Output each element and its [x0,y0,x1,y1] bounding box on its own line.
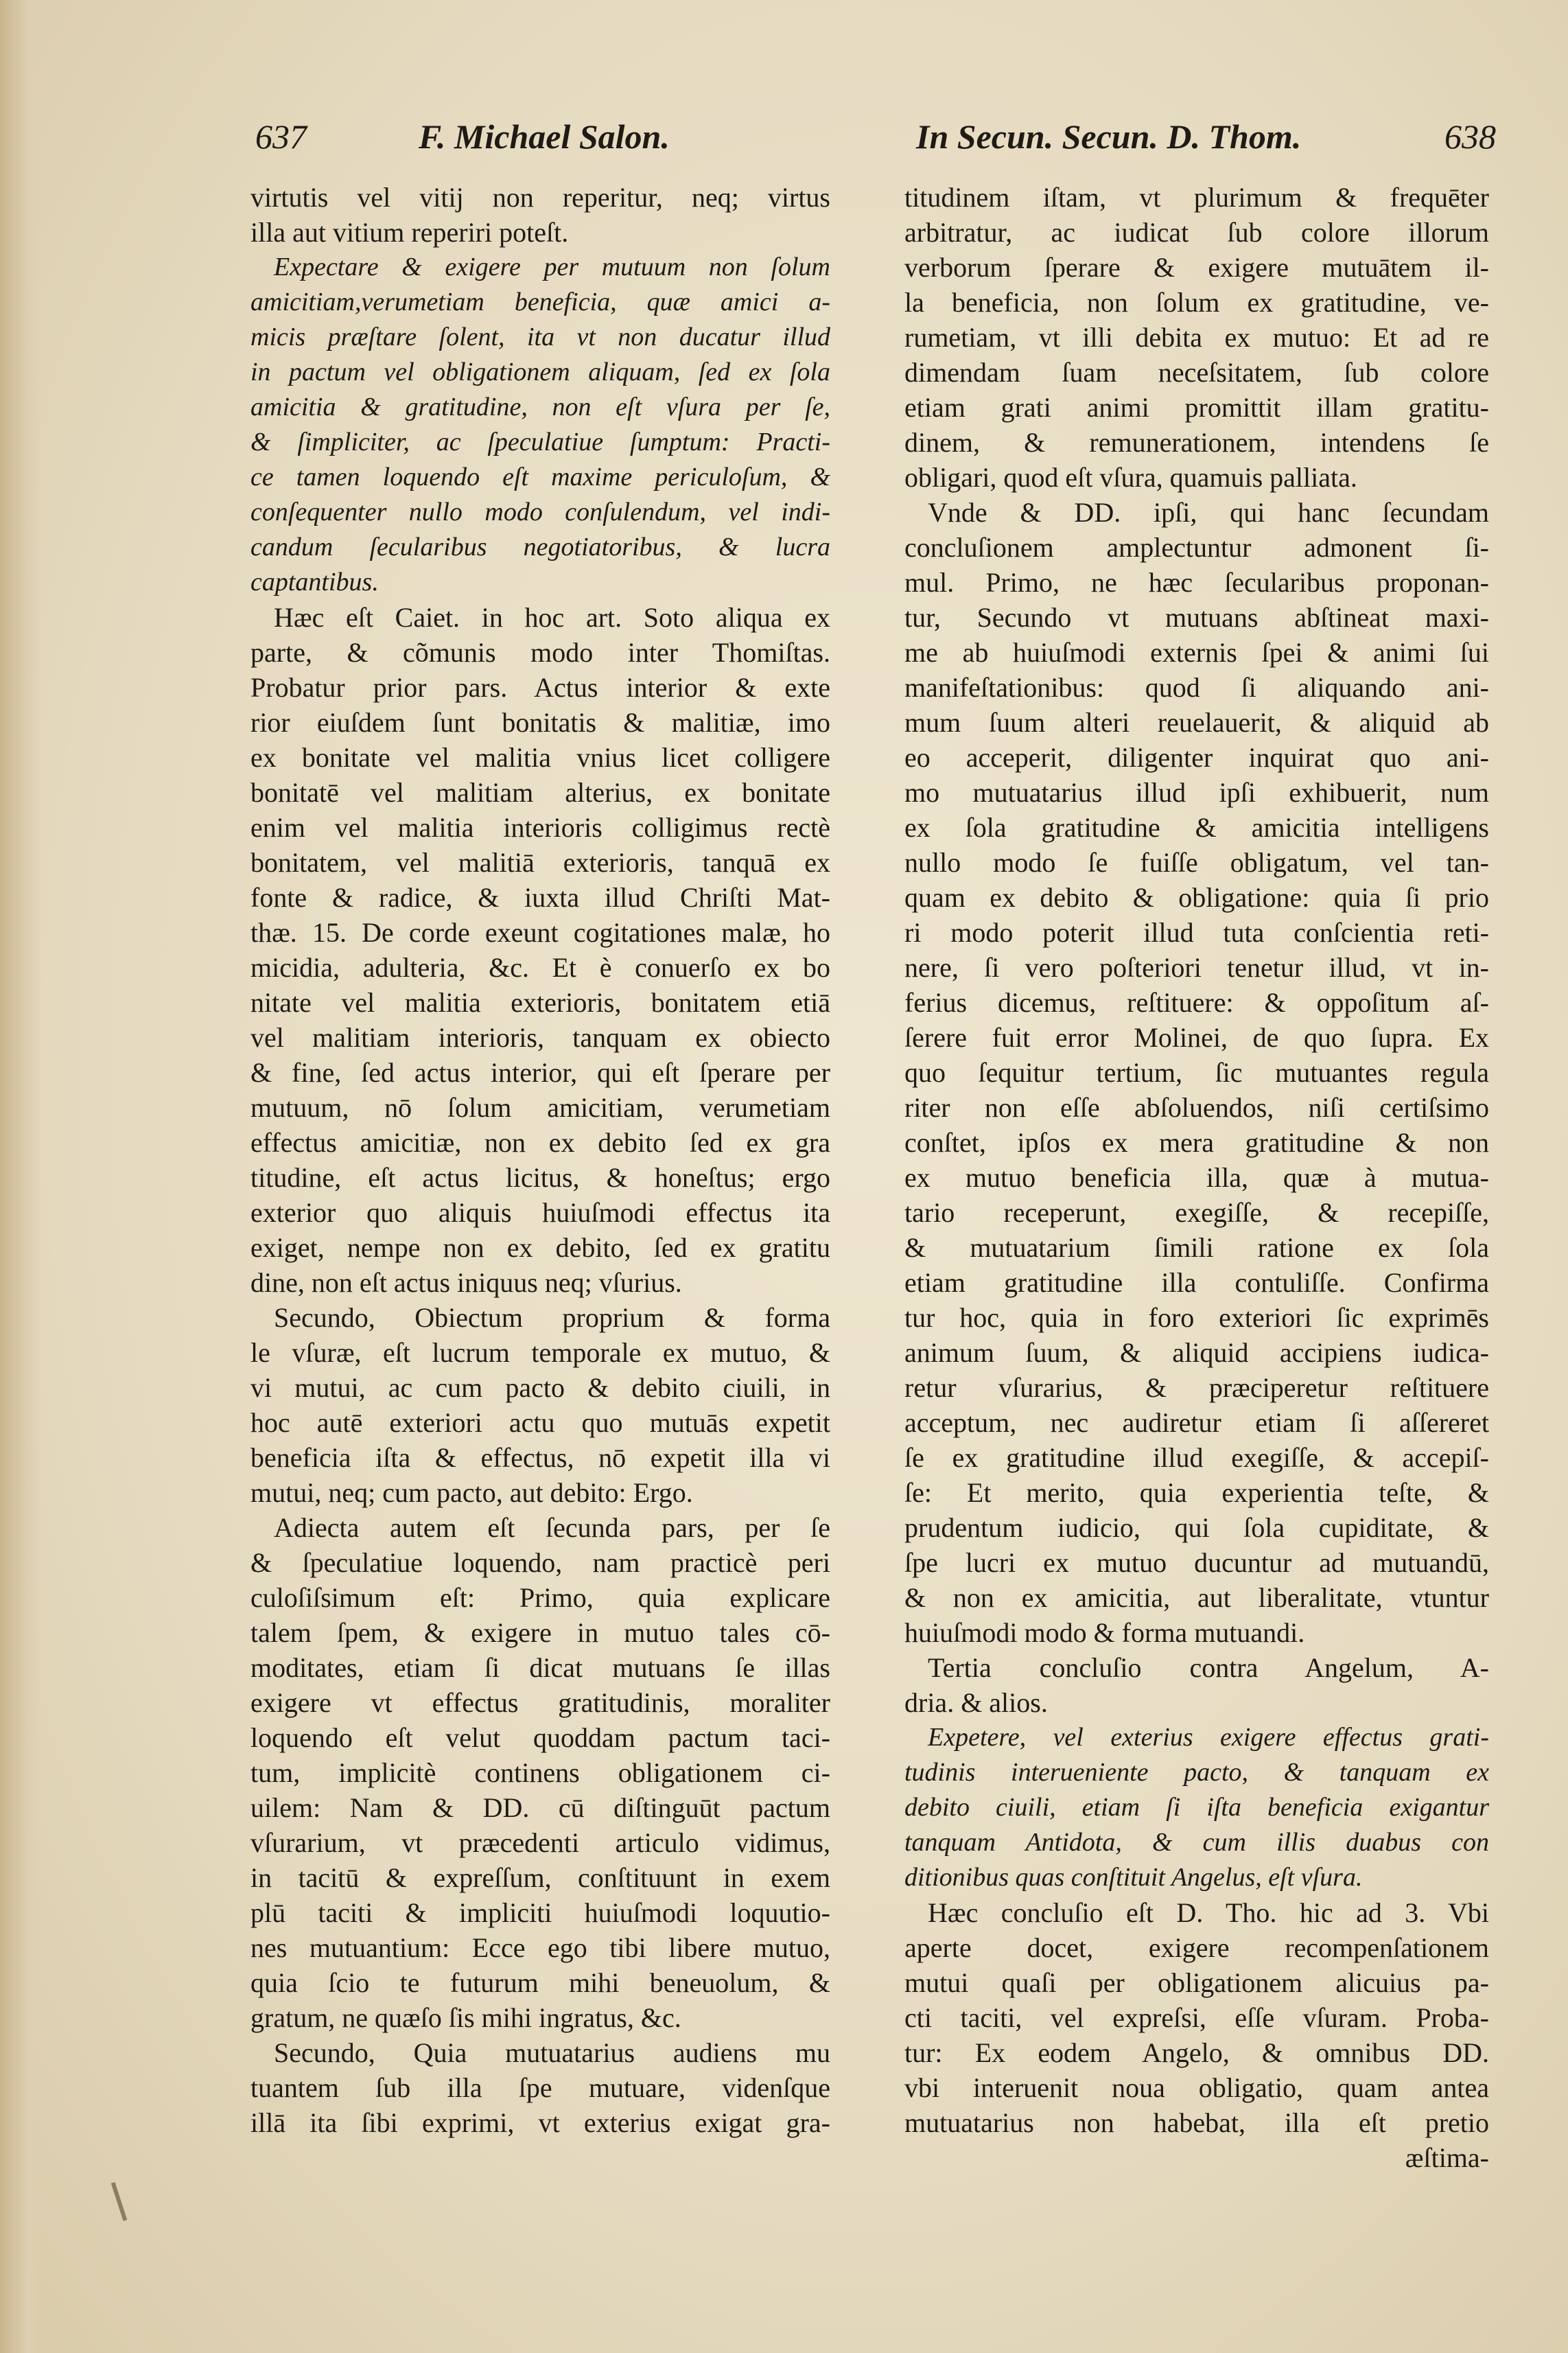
text-line: Expetere, vel exterius exigere effectus grati- [928,1723,1489,1752]
text-line: Hæc eſt Caiet. in hoc art. Soto aliqua ex [274,602,830,633]
text-line: ſerere fuit error Molinei, de quo ſupra. Ex [904,1022,1489,1053]
text-line: ferius dicemus, reſtituere: & oppoſitum aſ- [904,987,1489,1018]
text-line: mo mutuatarius illud ipſi exhibuerit, num [904,777,1489,808]
text-line: tudinis interueniente pacto, & tanquam ex [904,1758,1489,1787]
text-line: debito ciuili, etiam ſi iſta beneficia exigantur [904,1793,1489,1822]
text-line: thæ. 15. De corde exeunt cogitationes malæ, ho [250,917,830,948]
text-line: dine, non eſt actus iniquus neq; vſurius. [250,1267,682,1298]
text-line: animum ſuum, & aliquid accipiens iudica- [904,1337,1489,1368]
text-line: tario receperunt, exegiſſe, & recepiſſe, [904,1197,1489,1228]
text-line: captantibus. [250,568,379,596]
text-line: bonitatem, vel malitiā exterioris, tanquā ex [250,847,830,878]
text-line: vbi interuenit noua obligatio, quam antea [904,2072,1489,2103]
text-line: exiget, nempe non ex debito, ſed ex gratitu [250,1232,830,1263]
text-line: dimendam ſuam neceſsitatem, ſub colore [904,357,1489,388]
text-line: mutui quaſi per obligationem alicuius pa- [904,1967,1489,1998]
text-line: culoſiſsimum eſt: Primo, quia explicare [250,1582,830,1613]
text-line: etiam grati animi promittit illam gratitu- [904,392,1489,423]
right-page-number: 638 [1444,117,1496,156]
text-line: titudine, eſt actus licitus, & honeſtus; ergo [250,1162,830,1193]
left-running-title: F. Michael Salon. [419,117,670,156]
text-line: amicitia & gratitudine, non eſt vſura per ſe, [250,393,830,421]
text-line: illa aut vitium reperiri poteſt. [250,217,569,248]
text-line: effectus amicitiæ, non ex debito ſed ex gra [250,1127,830,1158]
text-line: ſe ex gratitudine illud exegiſſe, & accepiſ- [904,1442,1489,1473]
text-line: obligari, quod eſt vſura, quamuis palliata. [904,462,1357,493]
right-running-title: In Secun. Secun. D. Thom. [916,117,1302,156]
text-line: Secundo, Quia mutuatarius audiens mu [274,2037,830,2068]
text-line: hoc autē exteriori actu quo mutuās expetit [250,1407,830,1438]
running-header [247,117,1496,172]
text-line: beneficia iſta & effectus, nō expetit illa vi [250,1442,830,1473]
text-line: exigere vt effectus gratitudinis, moraliter [250,1687,830,1718]
text-line: nere, ſi vero poſteriori tenetur illud, vt in- [904,952,1489,983]
text-line: etiam gratitudine illa contuliſſe. Confirma [904,1267,1489,1298]
text-line: tuantem ſub illa ſpe mutuare, videnſque [250,2072,830,2103]
text-line: titudinem iſtam, vt plurimum & frequēter [904,182,1489,213]
text-line: ri modo poterit illud tuta conſcientia reti- [904,917,1489,948]
text-line: me ab huiuſmodi externis ſpei & animi ſui [904,637,1489,668]
text-line: mul. Primo, ne hæc ſecularibus proponan- [904,567,1489,598]
text-line: arbitratur, ac iudicat ſub colore illorum [904,217,1489,248]
text-line: le vſuræ, eſt lucrum temporale ex mutuo, & [250,1337,830,1368]
text-line: in tacitū & expreſſum, conſtituunt in exem [250,1862,830,1893]
text-line: ex bonitate vel malitia vnius licet colligere [250,742,830,773]
text-line: mutuatarius non habebat, illa eſt pretio [904,2107,1489,2138]
text-line: Expectare & exigere per mutuum non ſolum [274,253,830,281]
text-line: verborum ſperare & exigere mutuātem il- [904,252,1489,283]
text-line: aperte docet, exigere recompenſationem [904,1932,1489,1963]
left-page-number: 637 [255,117,307,156]
text-line: & fine, ſed actus interior, qui eſt ſperare per [250,1057,830,1088]
text-line: dria. & alios. [904,1687,1048,1718]
text-line: loquendo eſt velut quoddam pactum taci- [250,1722,830,1753]
text-line: quam ex debito & obligatione: quia ſi prio [904,882,1489,913]
text-line: candum ſecularibus negotiatoribus, & lucra [250,533,830,561]
text-line: Tertia concluſio contra Angelum, A- [928,1652,1489,1683]
text-line: tanquam Antidota, & cum illis duabus con [904,1828,1489,1857]
text-line: nitate vel malitia exterioris, bonitatem etiā [250,987,830,1018]
text-line: gratum, ne quæſo ſis mihi ingratus, &c. [250,2002,681,2033]
text-line: quia ſcio te futurum mihi beneuolum, & [250,1967,830,1998]
text-line: micidia, adulteria, &c. Et è conuerſo ex bo [250,952,830,983]
text-line: nes mutuantium: Ecce ego tibi libere mutuo, [250,1932,830,1963]
text-line: & mutuatarium ſimili ratione ex ſola [904,1232,1489,1263]
text-line: quo ſequitur tertium, ſic mutuantes regula [904,1057,1489,1088]
text-line: amicitiam,verumetiam beneficia, quæ amici a- [250,288,830,316]
text-line: ſe: Et merito, quia experientia teſte, & [904,1477,1489,1508]
text-line: Probatur prior pars. Actus interior & exte [250,672,830,703]
text-line: mum ſuum alteri reuelauerit, & aliquid ab [904,707,1489,738]
text-line: eo acceperit, diligenter inquirat quo ani- [904,742,1489,773]
text-line: enim vel malitia interioris colligimus rectè [250,812,830,843]
text-line: tum, implicitè continens obligationem ci- [250,1757,830,1788]
text-line: dinem, & remunerationem, intendens ſe [904,427,1489,458]
text-line: retur vſurarius, & præciperetur reſtituere [904,1372,1489,1403]
text-line: moditates, etiam ſi dicat mutuans ſe illas [250,1652,830,1683]
text-line: manifeſtationibus: quod ſi aliquando ani- [904,672,1489,703]
text-line: ce tamen loquendo eſt maxime periculoſum, & [250,463,830,491]
text-line: in pactum vel obligationem aliquam, ſed ex ſola [250,358,830,386]
text-line: uilem: Nam & DD. cū diſtinguūt pactum [250,1792,830,1823]
text-line: rumetiam, vt illi debita ex mutuo: Et ad re [904,322,1489,353]
right-text-column [904,180,1489,2175]
text-line: illā ita ſibi exprimi, vt exterius exigat gra- [250,2107,830,2138]
text-line: tur, Secundo vt mutuans abſtineat maxi- [904,602,1489,633]
text-line: la beneficia, non ſolum ex gratitudine, ve- [904,287,1489,318]
page-edge [0,0,41,2353]
text-line: Hæc concluſio eſt D. Tho. hic ad 3. Vbi [928,1897,1489,1928]
text-line: talem ſpem, & exigere in mutuo tales cō- [250,1617,830,1648]
ink-mark [111,2177,142,2221]
text-line: bonitatē vel malitiam alterius, ex bonitate [250,777,830,808]
text-line: vel malitiam interioris, tanquam ex obiecto [250,1022,830,1053]
text-line: parte, & cõmunis modo inter Thomiſtas. [250,637,830,668]
text-line: mutui, neq; cum pacto, aut debito: Ergo. [250,1477,693,1508]
text-line: acceptum, nec audiretur etiam ſi aſſereret [904,1407,1489,1438]
text-line: mutuum, nō ſolum amicitiam, verumetiam [250,1092,830,1123]
text-line: riter non eſſe abſoluendos, niſi certiſsimo [904,1092,1489,1123]
text-line: concluſionem amplectuntur admonent ſi- [904,532,1489,563]
text-line: & non ex amicitia, aut liberalitate, vtuntur [904,1582,1489,1613]
text-line: & ſpeculatiue loquendo, nam practicè peri [250,1547,830,1578]
text-line: prudentum iudicio, qui ſola cupiditate, & [904,1512,1489,1543]
text-line: conſequenter nullo modo conſulendum, vel indi- [250,498,830,526]
text-line: fonte & radice, & iuxta illud Chriſti Mat- [250,882,830,913]
text-line: virtutis vel vitij non reperitur, neq; virtus [250,182,830,213]
text-line: nullo modo ſe fuiſſe obligatum, vel tan- [904,847,1489,878]
text-line: ditionibus quas conſtituit Angelus, eſt vſura. [904,1863,1363,1892]
text-line: & ſimpliciter, ac ſpeculatiue ſumptum: Practi- [250,428,830,456]
text-line: huiuſmodi modo & forma mutuandi. [904,1617,1305,1648]
text-line: tur: Ex eodem Angelo, & omnibus DD. [904,2037,1489,2068]
text-line: æſtima- [1405,2142,1489,2173]
text-line: vſurarium, vt præcedenti articulo vidimus, [250,1827,830,1858]
text-line: Vnde & DD. ipſi, qui hanc ſecundam [928,497,1489,528]
text-line: ex mutuo beneficia illa, quæ à mutua- [904,1162,1489,1193]
text-line: exterior quo aliquis huiuſmodi effectus ita [250,1197,830,1228]
text-line: plū taciti & impliciti huiuſmodi loquutio- [250,1897,830,1928]
text-line: conſtet, ipſos ex mera gratitudine & non [904,1127,1489,1158]
text-line: ſpe lucri ex mutuo ducuntur ad mutuandū, [904,1547,1489,1578]
left-text-column [250,180,830,2140]
text-line: micis præſtare ſolent, ita vt non ducatur illud [250,323,830,351]
text-line: Secundo, Obiectum proprium & forma [274,1302,830,1333]
text-line: Adiecta autem eſt ſecunda pars, per ſe [274,1512,830,1543]
text-line: tur hoc, quia in foro exteriori ſic exprimēs [904,1302,1489,1333]
text-line: rior eiuſdem ſunt bonitatis & malitiæ, imo [250,707,830,738]
text-line: vi mutui, ac cum pacto & debito ciuili, in [250,1372,830,1403]
text-line: ex ſola gratitudine & amicitia intelligens [904,812,1489,843]
text-line: cti taciti, vel expreſsi, eſſe vſuram. Proba- [904,2002,1489,2033]
